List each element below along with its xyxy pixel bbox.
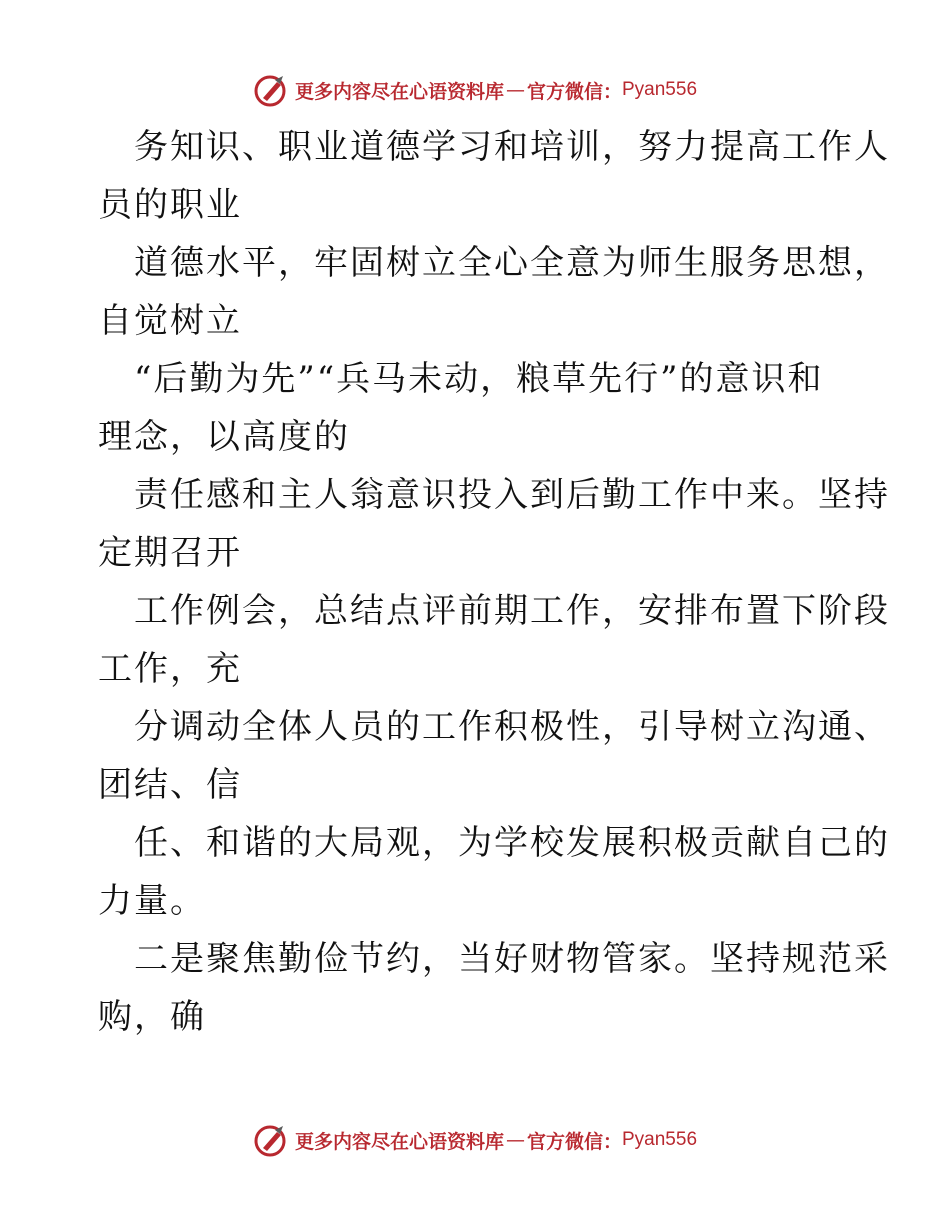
paragraph-line: 工作例会，总结点评前期工作，安排布置下阶段 [134,591,890,631]
paragraph-line: 分调动全体人员的工作积极性，引导树立沟通、 [134,707,890,747]
paragraph-line: 定期召开 [98,533,242,573]
watermark-dash: — [505,1129,525,1151]
document-body [98,118,890,1046]
paragraph-line: 工作，充 [98,649,242,689]
paragraph [98,466,890,582]
watermark-dash: — [505,79,525,101]
pen-logo-icon [253,72,289,108]
paragraph-line: 道德水平，牢固树立全心全意为师生服务思想， [134,243,890,283]
paragraph-line: 理念，以高度的 [98,417,350,457]
paragraph-line: 团结、信 [98,765,242,805]
paragraph [98,698,890,814]
paragraph [98,930,890,1046]
paragraph-line: 力量。 [98,881,206,921]
paragraph-line: 自觉树立 [98,301,242,341]
paragraph-line: 二是聚焦勤俭节约，当好财物管家。坚持规范采 [134,939,890,979]
watermark-site-name: 更多内容尽在心语资料库 [294,1130,504,1153]
watermark-wechat-id: Pyan556 [622,1129,698,1150]
paragraph [98,582,890,698]
watermark-wechat-label: 官方微信： [526,1130,622,1153]
watermark-wechat-label: 官方微信： [526,80,622,103]
paragraph-line: 员的职业 [98,185,242,225]
paragraph [98,814,890,930]
paragraph-line: 任、和谐的大局观，为学校发展积极贡献自己的 [134,823,890,863]
paragraph-line: 务知识、职业道德学习和培训，努力提高工作人 [134,127,890,167]
paragraph-line: “后勤为先”“兵马未动，粮草先行”的意识和 [134,359,824,399]
paragraph [98,350,858,466]
paragraph [98,118,890,234]
watermark-site-name: 更多内容尽在心语资料库 [294,80,504,103]
footer-watermark [0,1120,950,1160]
paragraph-line: 购，确 [98,997,206,1037]
paragraph-line: 责任感和主人翁意识投入到后勤工作中来。坚持 [134,475,890,515]
pen-logo-icon [253,1122,289,1158]
watermark-wechat-id: Pyan556 [622,79,698,100]
paragraph [98,234,890,350]
header-watermark [0,70,950,110]
